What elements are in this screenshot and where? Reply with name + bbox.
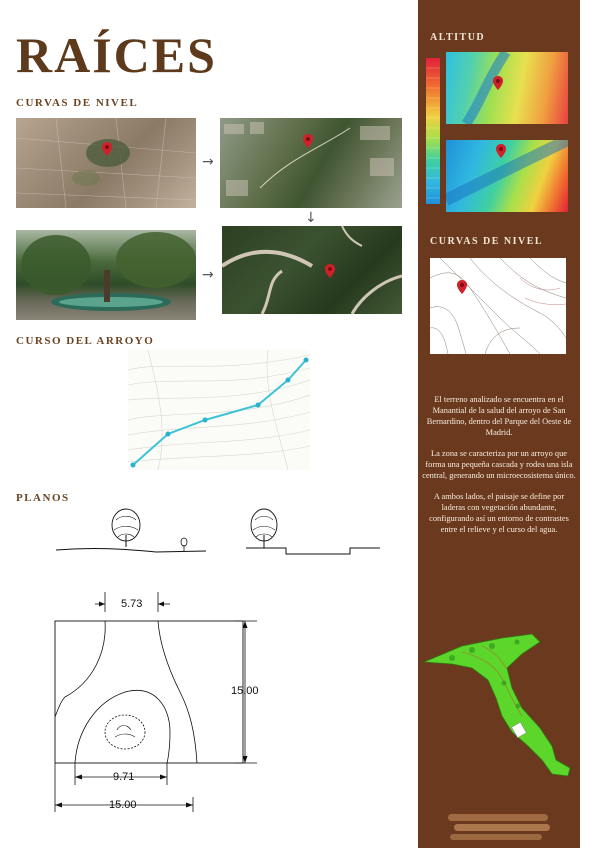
location-pin-icon (303, 134, 313, 148)
description-paragraph-3: A ambos lados, el paisaje se define por laderas con vegetación abundante, configurando así un entorno de contrastes entre el relieve y el curso del agua. (429, 492, 569, 534)
satellite-image-zoom (222, 226, 402, 314)
dimension-bottom-inner: 9.71 (113, 771, 135, 783)
location-pin-icon (493, 76, 503, 90)
sidebar-description (422, 394, 576, 545)
description-paragraph-2: La zona se caracteriza por un arroyo que forma una pequeña cascada y rodea una isla central, generando un microecosistema único. (422, 449, 576, 480)
altitude-map-2 (446, 140, 568, 212)
description-paragraph-1: El terreno analizado se encuentra en el Manantial de la salud del arroyo de San Bernardino, dentro del Parque del Oeste de Madrid. (426, 395, 572, 437)
sidebar-title-curvas: CURVAS DE NIVEL (430, 236, 544, 247)
decorative-brush-strokes (446, 812, 556, 842)
park-green-map (422, 628, 574, 778)
dimension-right: 15.00 (231, 685, 259, 697)
altitude-color-scale (426, 58, 440, 204)
location-pin-icon (102, 142, 112, 156)
contour-map (430, 258, 566, 354)
section-title-curvas: CURVAS DE NIVEL (16, 97, 139, 109)
tree-icon (251, 509, 277, 548)
sidebar-title-altitud: ALTITUD (430, 32, 486, 43)
satellite-image-city (16, 118, 196, 208)
stream-contour-map (128, 350, 310, 470)
page-title: RAÍCES (16, 27, 217, 83)
satellite-image-park (220, 118, 402, 208)
dimension-bottom: 15.00 (109, 799, 137, 811)
section-title-curso: CURSO DEL ARROYO (16, 335, 155, 347)
altitude-map-1 (446, 52, 568, 124)
location-pin-icon (496, 144, 506, 158)
section-title-planos: PLANOS (16, 492, 70, 504)
photo-fountain (16, 230, 196, 320)
arrow-down-icon: ↓ (305, 210, 317, 226)
arrow-right-icon: → (202, 267, 214, 283)
dimension-top: 5.73 (121, 598, 143, 610)
tree-icon (181, 538, 187, 551)
location-pin-icon (325, 264, 335, 278)
tree-icon (112, 509, 140, 547)
location-pin-icon (457, 280, 467, 294)
arrow-right-icon: → (202, 154, 214, 170)
site-plan (45, 592, 270, 817)
section-drawing-1 (56, 505, 206, 560)
section-drawing-2 (246, 505, 382, 560)
